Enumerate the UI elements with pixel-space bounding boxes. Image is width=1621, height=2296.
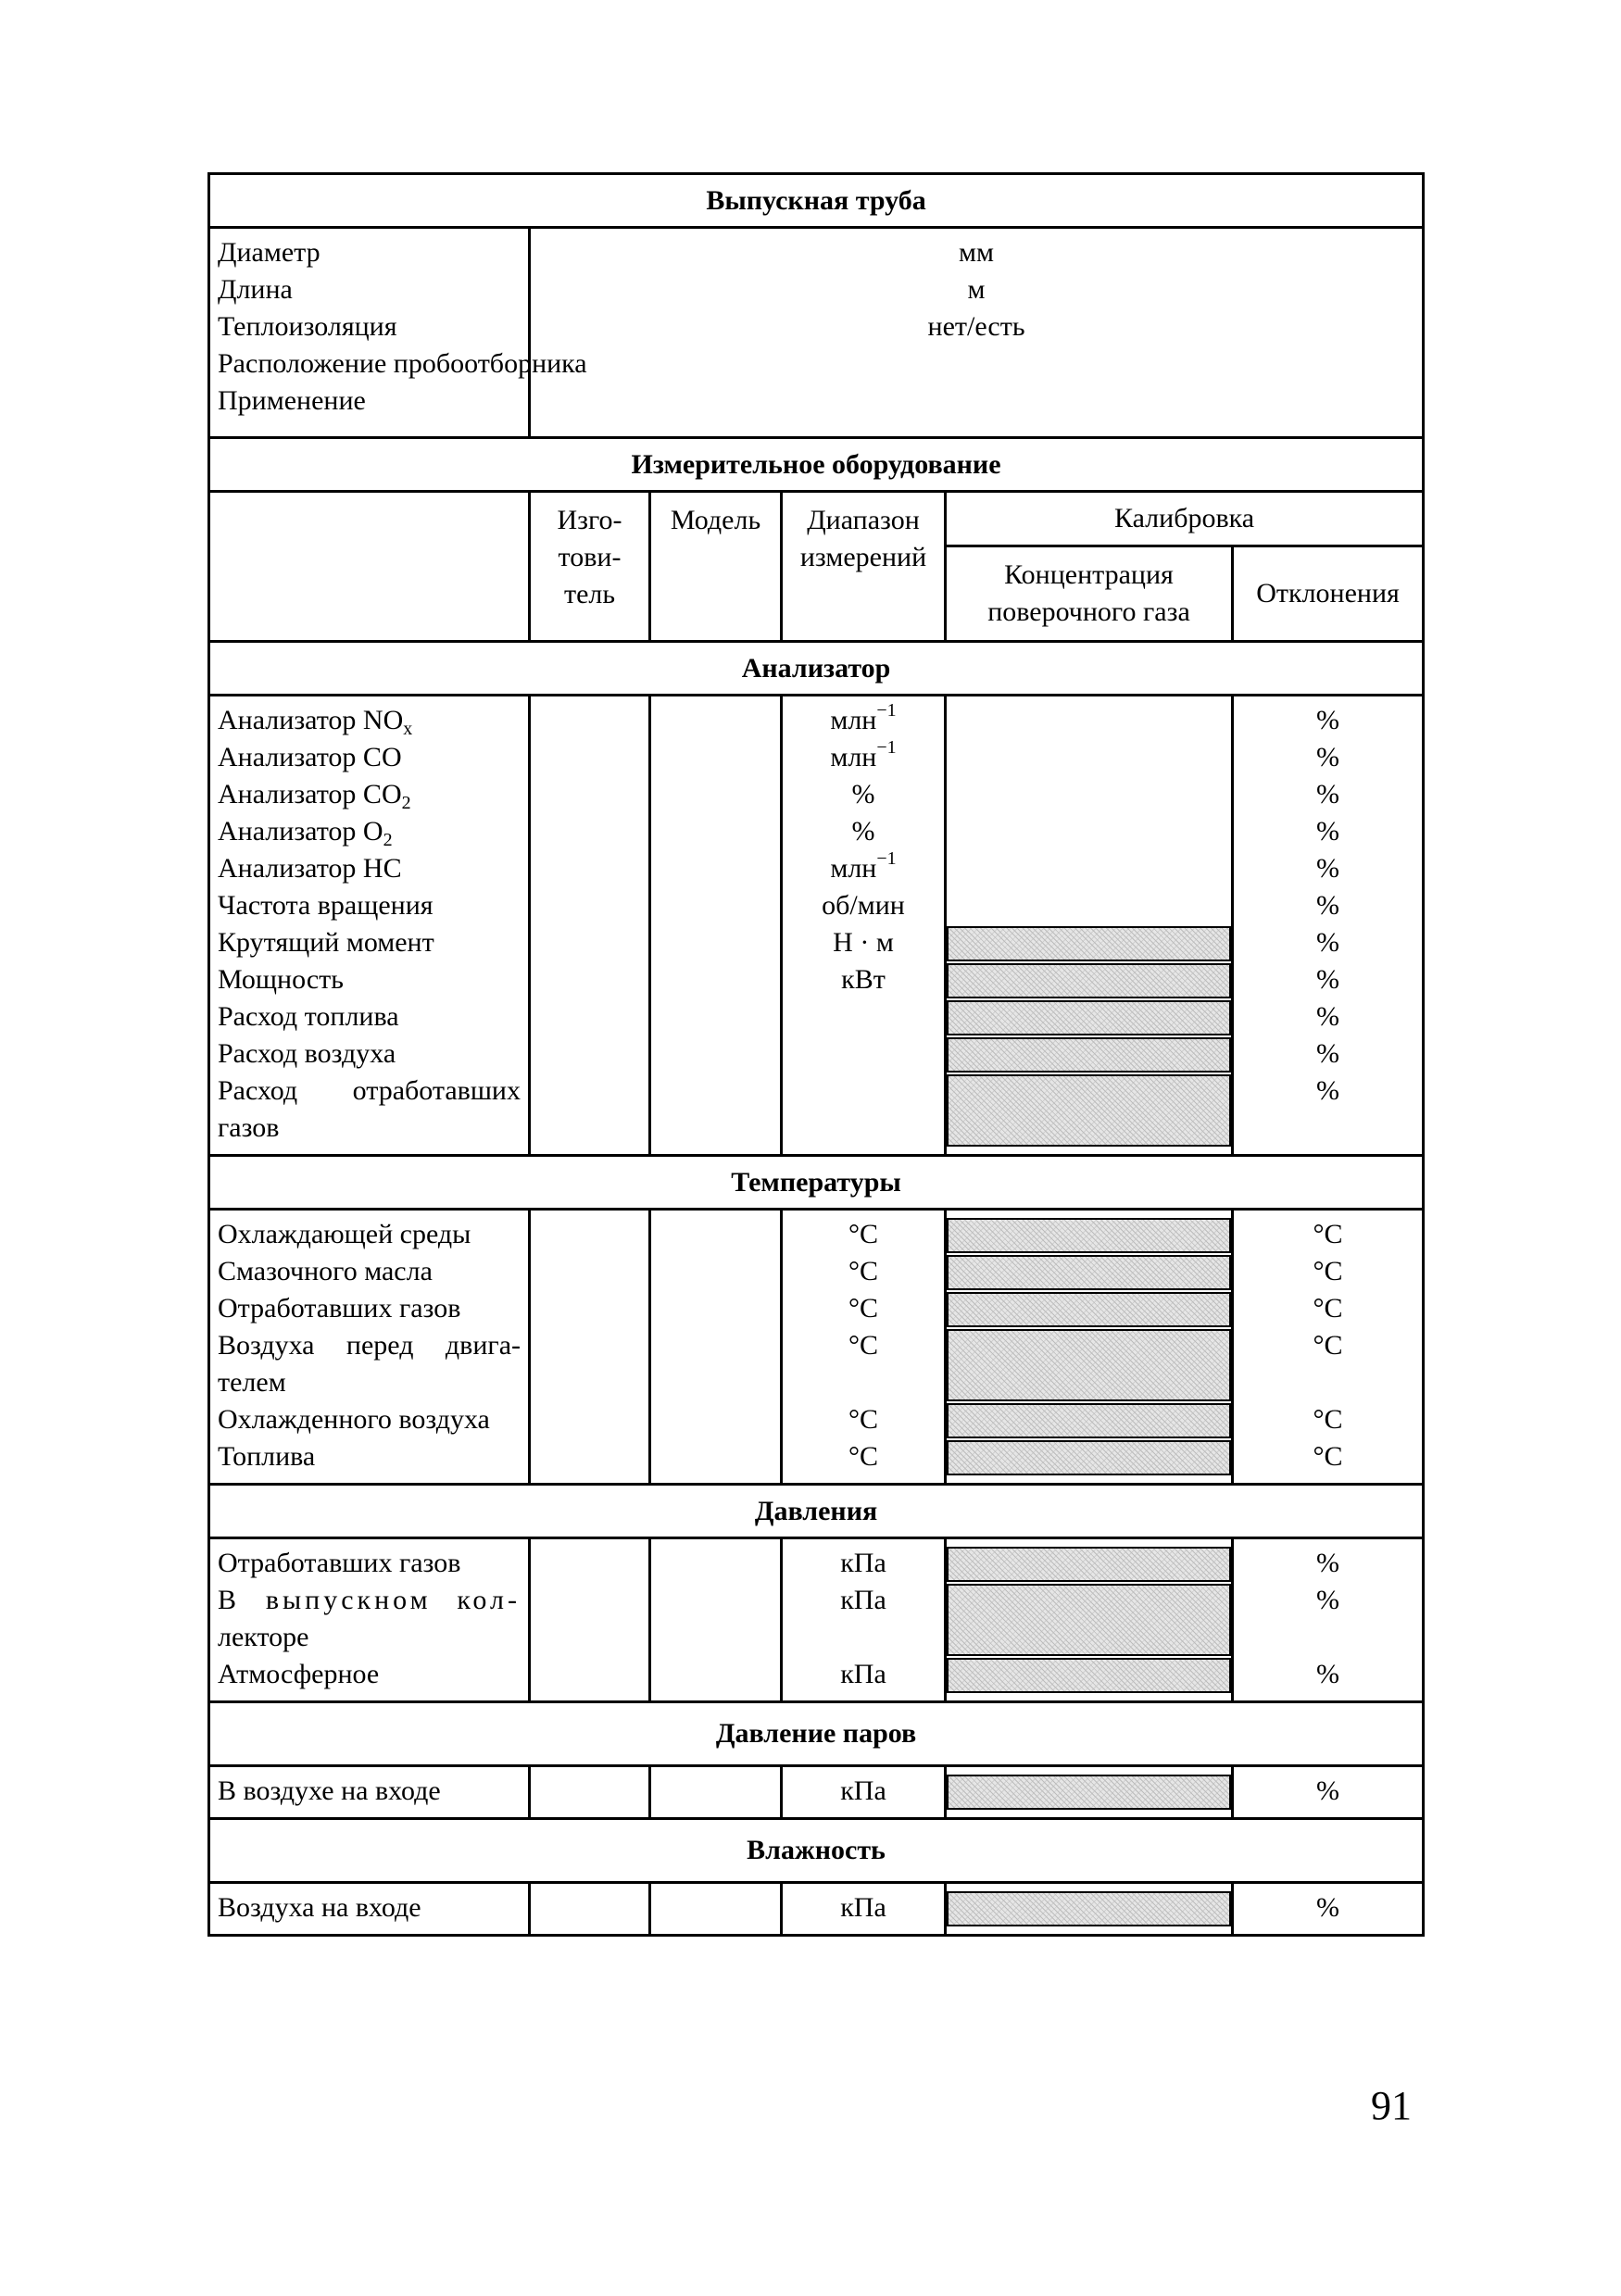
list-item: Атмосферное xyxy=(218,1659,380,1689)
hatched-cell xyxy=(947,1775,1231,1810)
pressures-title: Давления xyxy=(209,1485,1424,1538)
exhaust-values xyxy=(530,228,1424,438)
humidity-label: Воздуха на входе xyxy=(209,1883,530,1936)
pressures-deviation: % % % xyxy=(1233,1538,1424,1702)
hatched-cell xyxy=(947,1403,1231,1438)
exhaust-labels xyxy=(209,228,587,438)
analyzer-units: млн$^{-1}$ млн$^{-1}$ % % млн$^{-1}$ об/мин Н · м кВт xyxy=(782,696,946,1156)
model-cell xyxy=(650,1210,782,1485)
list-item: Анализатор $NO_x$ xyxy=(218,705,413,739)
list-item: Анализатор $CO_2$ xyxy=(218,779,411,813)
maker-cell xyxy=(530,1766,650,1819)
list-item: Охлаждающей среды xyxy=(218,1219,471,1249)
hatched-cell xyxy=(947,1584,1231,1656)
hatched-cell xyxy=(947,1037,1231,1073)
value-mm: мм xyxy=(959,237,994,268)
model-cell xyxy=(650,1538,782,1702)
temperatures-units: °C °C °C °C °C °C xyxy=(782,1210,946,1485)
maker-cell xyxy=(530,696,650,1156)
maker-cell xyxy=(530,1883,650,1936)
list-item: газов xyxy=(218,1112,280,1143)
pressures-labels xyxy=(209,1538,530,1702)
vapor-unit: кПа xyxy=(782,1766,946,1819)
model-cell xyxy=(650,696,782,1156)
value-insulation: нет/есть xyxy=(927,311,1025,342)
list-item: Расход топлива xyxy=(218,1001,399,1032)
hatched-cell xyxy=(947,926,1231,961)
hatched-cell xyxy=(947,1547,1231,1582)
vapor-concentration xyxy=(946,1766,1233,1819)
list-item: Топлива xyxy=(218,1441,316,1472)
page-number: 91 xyxy=(1371,2083,1412,2128)
humidity-deviation: % xyxy=(1233,1883,1424,1936)
pressures-units: кПа кПа кПа xyxy=(782,1538,946,1702)
header-range: Диапазон измерений xyxy=(782,492,946,642)
hatched-cell xyxy=(947,1292,1231,1327)
vapor-label: В воздухе на входе xyxy=(209,1766,530,1819)
label-diameter: Диаметр xyxy=(218,237,320,268)
header-blank xyxy=(209,492,530,642)
humidity-concentration xyxy=(946,1883,1233,1936)
model-cell xyxy=(650,1766,782,1819)
list-item: Крутящий момент xyxy=(218,927,434,958)
list-item: Анализатор CO xyxy=(218,742,402,772)
list-item: Мощность xyxy=(218,964,344,995)
list-item: Расход воздуха xyxy=(218,1038,396,1069)
list-item: Отработавших газов xyxy=(218,1293,461,1324)
header-concentration: Концентрация поверочного газа xyxy=(946,546,1233,642)
hatched-cell xyxy=(947,1218,1231,1253)
list-item: Анализатор $O_2$ xyxy=(218,816,393,850)
analyzer-concentration xyxy=(946,696,1233,1156)
hatched-cell xyxy=(947,1891,1231,1926)
list-item: Смазочного масла xyxy=(218,1256,433,1286)
analyzer-deviation: % % % % % % % % % % % xyxy=(1233,696,1424,1156)
hatched-cell xyxy=(947,1074,1231,1147)
list-item: лекторе xyxy=(218,1622,309,1652)
pressures-concentration xyxy=(946,1538,1233,1702)
hatched-cell xyxy=(947,1000,1231,1035)
label-length: Длина xyxy=(218,274,293,305)
equipment-title: Измерительное оборудование xyxy=(209,438,1424,492)
analyzer-labels xyxy=(209,696,530,1156)
list-item: Расход отработавших xyxy=(218,1075,521,1106)
vapor-title: Давление паров xyxy=(209,1702,1424,1766)
temperatures-labels xyxy=(209,1210,530,1485)
hatched-cell xyxy=(947,1440,1231,1475)
model-cell xyxy=(650,1883,782,1936)
maker-cell xyxy=(530,1210,650,1485)
temperatures-deviation: °C °C °C °C °C °C xyxy=(1233,1210,1424,1485)
list-item: Воздуха перед двига- xyxy=(218,1330,521,1361)
header-deviation: Отклонения xyxy=(1233,546,1424,642)
hatched-cell xyxy=(947,1658,1231,1693)
list-item: Анализатор HC xyxy=(218,853,402,884)
hatched-cell xyxy=(947,1329,1231,1401)
list-item: Отработавших газов xyxy=(218,1548,461,1578)
list-item: телем xyxy=(218,1367,286,1398)
maker-cell xyxy=(530,1538,650,1702)
header-model: Модель xyxy=(650,492,782,642)
hatched-cell xyxy=(947,963,1231,998)
temperatures-concentration xyxy=(946,1210,1233,1485)
header-calibration: Калибровка xyxy=(946,492,1424,546)
exhaust-title: Выпускная труба xyxy=(209,174,1424,228)
header-maker: Изго- тови- тель xyxy=(530,492,650,642)
hatched-cell xyxy=(947,1255,1231,1290)
analyzer-title: Анализатор xyxy=(209,642,1424,696)
label-application: Применение xyxy=(218,385,366,416)
label-probe-location: Расположение пробоотборника xyxy=(218,348,587,379)
temperatures-title: Температуры xyxy=(209,1156,1424,1210)
list-item: Частота вращения xyxy=(218,890,434,921)
equipment-table xyxy=(207,172,1425,1937)
list-item: Охлажденного воздуха xyxy=(218,1404,490,1435)
vapor-deviation: % xyxy=(1233,1766,1424,1819)
humidity-title: Влажность xyxy=(209,1819,1424,1883)
value-m: м xyxy=(967,274,986,305)
humidity-unit: кПа xyxy=(782,1883,946,1936)
label-insulation: Теплоизоляция xyxy=(218,311,397,342)
list-item: В выпускном кол- xyxy=(218,1585,521,1615)
